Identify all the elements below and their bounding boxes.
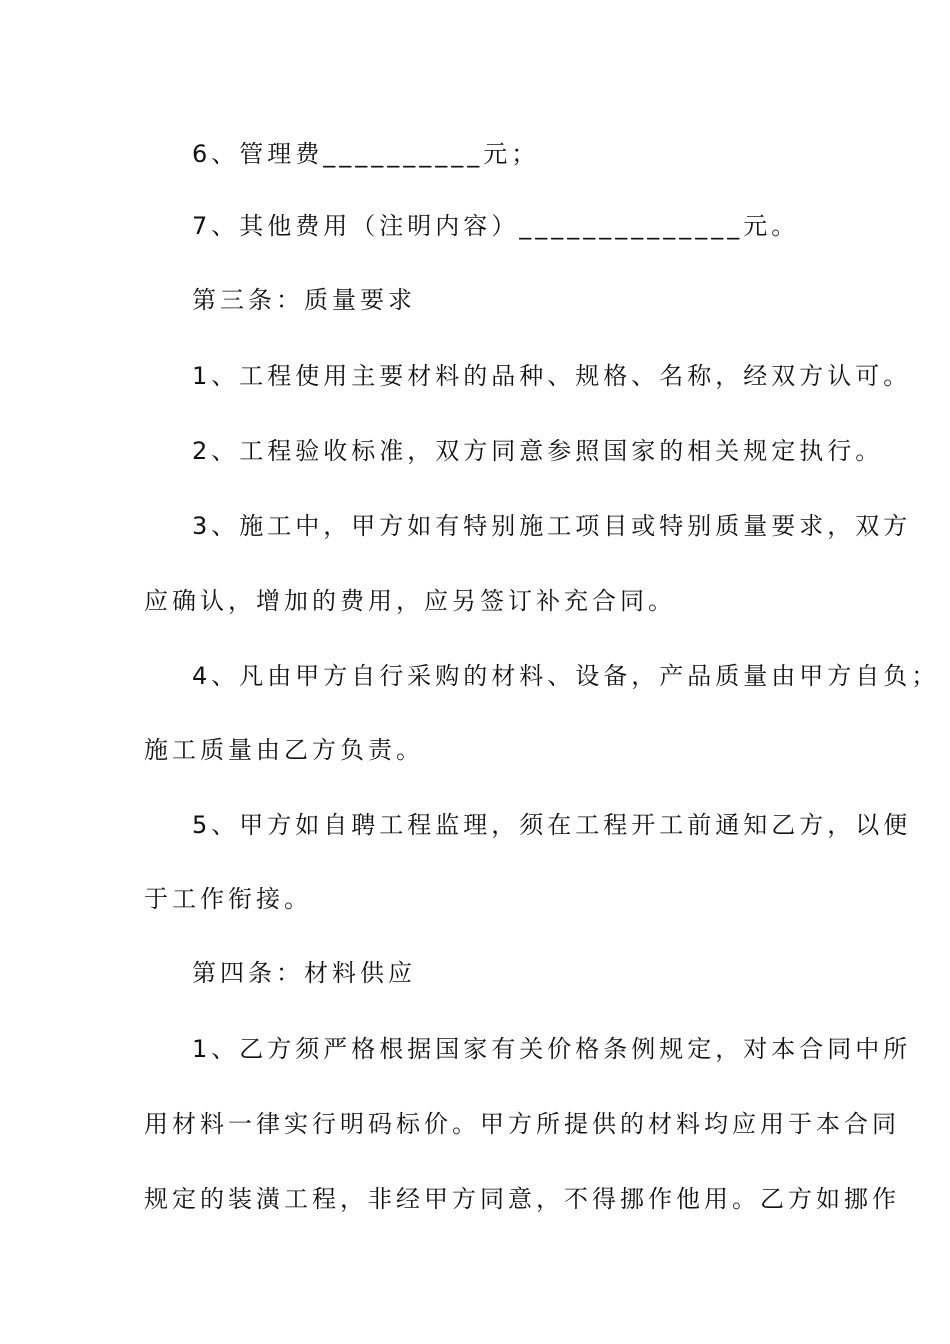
clause-7-other-fees: 7、其他费用（注明内容）______________元。 (192, 212, 800, 240)
article-3-item-2: 2、工程验收标准，双方同意参照国家的相关规定执行。 (192, 437, 884, 465)
article-3-item-3-line-1: 3、施工中，甲方如有特别施工项目或特别质量要求，双方 (192, 512, 912, 540)
article-3-item-4-line-2: 施工质量由乙方负责。 (144, 736, 424, 764)
article-3-item-4-line-1: 4、凡由甲方自行采购的材料、设备，产品质量由甲方自负； (192, 662, 940, 690)
article-4-item-1-line-1: 1、乙方须严格根据国家有关价格条例规定，对本合同中所 (192, 1035, 912, 1063)
article-3-item-1: 1、工程使用主要材料的品种、规格、名称，经双方认可。 (192, 362, 912, 390)
article-4-item-1-line-2: 用材料一律实行明码标价。甲方所提供的材料均应用于本合同 (144, 1110, 900, 1138)
article-3-heading: 第三条：质量要求 (192, 286, 416, 314)
article-3-item-5-line-2: 于工作衔接。 (144, 885, 312, 913)
article-4-heading: 第四条：材料供应 (192, 959, 416, 987)
article-3-item-5-line-1: 5、甲方如自聘工程监理，须在工程开工前通知乙方，以便 (192, 811, 912, 839)
article-4-item-1-line-3: 规定的装潢工程，非经甲方同意，不得挪作他用。乙方如挪作 (144, 1185, 900, 1213)
article-3-item-3-line-2: 应确认，增加的费用，应另签订补充合同。 (144, 587, 676, 615)
clause-6-management-fee: 6、管理费__________元； (192, 140, 540, 168)
